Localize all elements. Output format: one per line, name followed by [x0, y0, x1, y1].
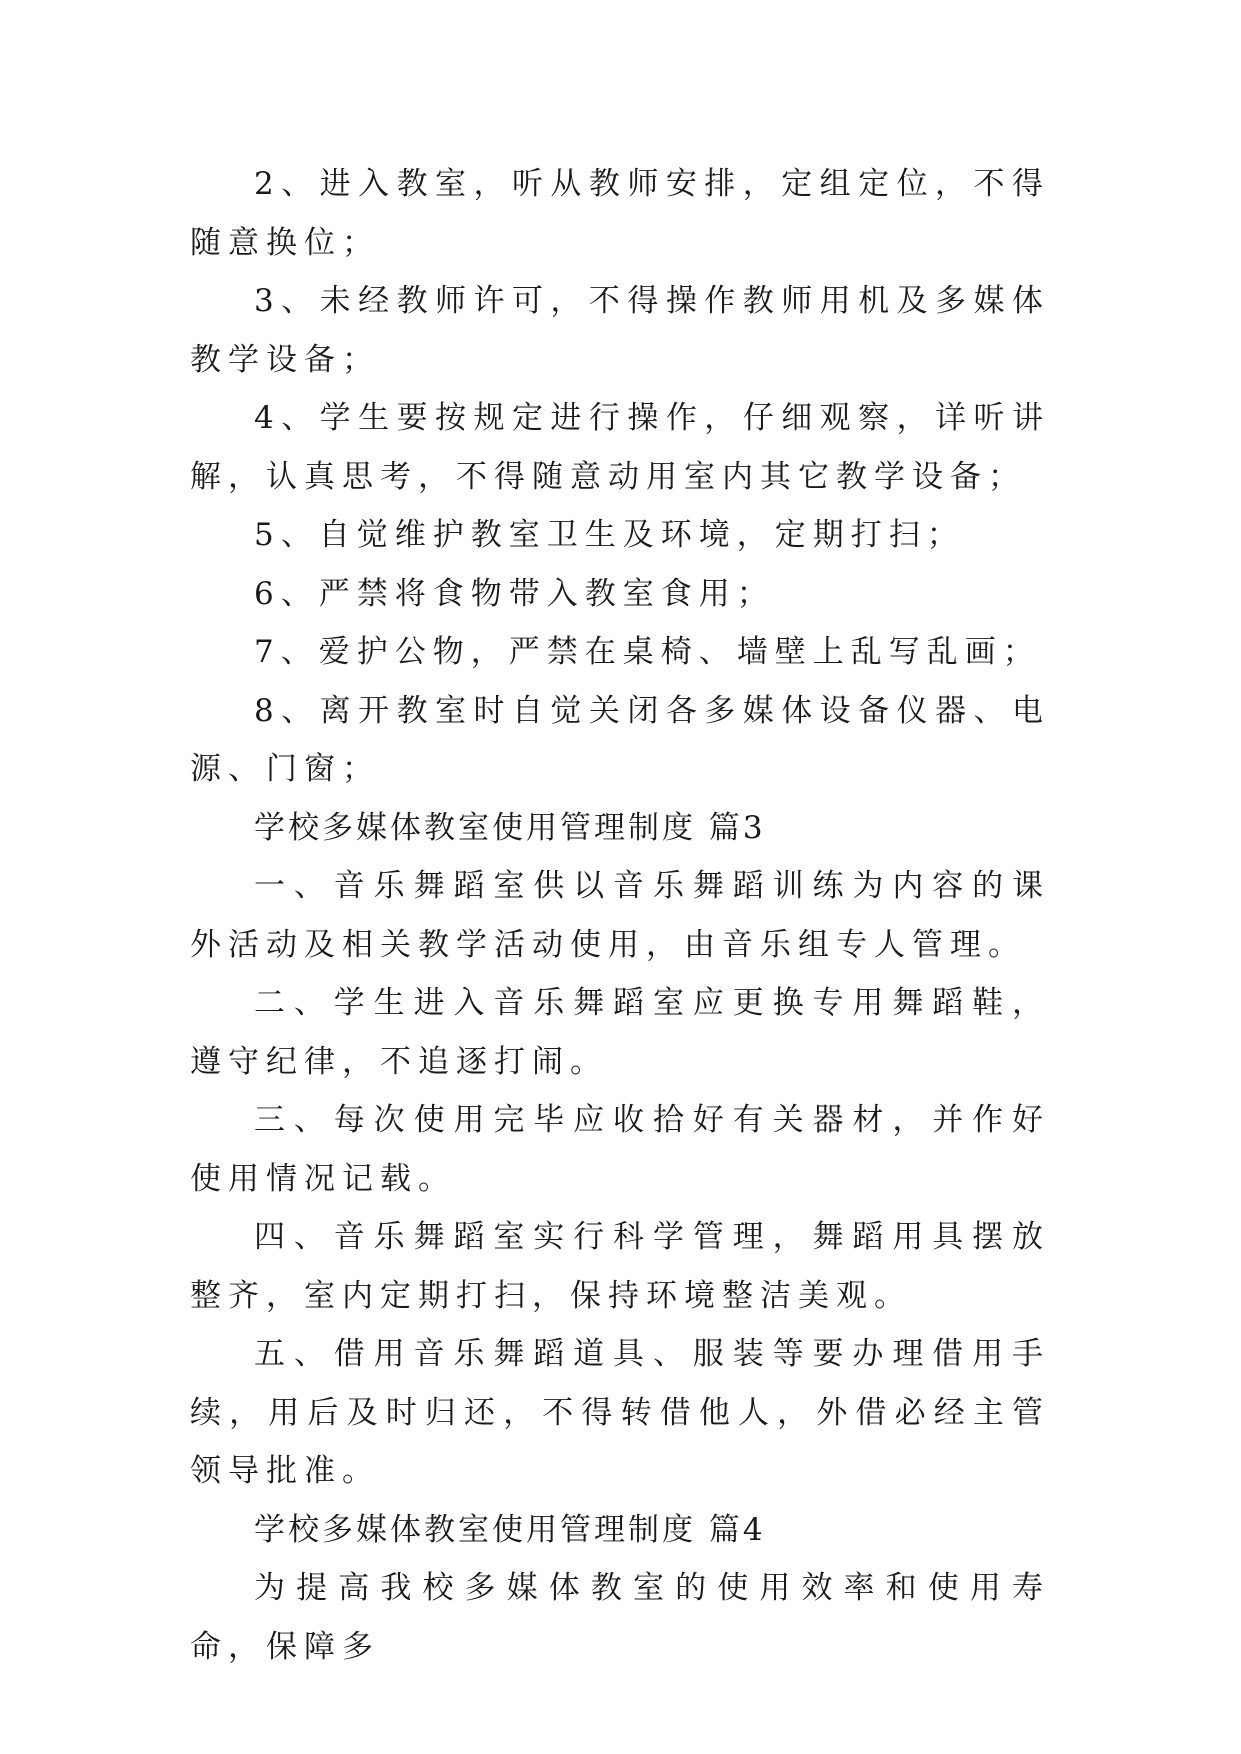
rule-2-paragraph: 2、进入教室，听从教师安排，定组定位，不得随意换位；: [190, 166, 1050, 261]
music-rule-5-paragraph: 五、借用音乐舞蹈道具、服装等要办理借用手续，用后及时归还，不得转借他人，外借必经主管领导批准。: [190, 1336, 1050, 1489]
music-rule-2-paragraph: 二、学生进入音乐舞蹈室应更换专用舞蹈鞋，遵守纪律，不追逐打闹。: [190, 985, 1050, 1080]
rule-8-paragraph: 8、离开教室时自觉关闭各多媒体设备仪器、电源、门窗；: [190, 692, 1050, 787]
rule-6-paragraph: 6、严禁将食物带入教室食用；: [254, 575, 775, 612]
section-4-heading: 学校多媒体教室使用管理制度 篇4: [254, 1511, 766, 1548]
rule-5-paragraph: 5、自觉维护教室卫生及环境，定期打扫；: [254, 517, 965, 553]
music-rule-1-paragraph: 一、音乐舞蹈室供以音乐舞蹈训练为内容的课外活动及相关教学活动使用，由音乐组专人管理。: [190, 868, 1050, 963]
section-4-intro-paragraph: 为提高我校多媒体教室的使用效率和使用寿命，保障多: [190, 1570, 1050, 1665]
rule-4-paragraph: 4、学生要按规定进行操作，仔细观察，详听讲解，认真思考，不得随意动用室内其它教学设备；: [190, 400, 1050, 495]
music-rule-3-paragraph: 三、每次使用完毕应收拾好有关器材，并作好使用情况记载。: [190, 1102, 1050, 1197]
music-rule-4-paragraph: 四、音乐舞蹈室实行科学管理，舞蹈用具摆放整齐，室内定期打扫，保持环境整洁美观。: [190, 1219, 1050, 1314]
rule-3-paragraph: 3、未经教师许可，不得操作教师用机及多媒体教学设备；: [190, 283, 1050, 378]
section-3-heading: 学校多媒体教室使用管理制度 篇3: [254, 809, 766, 846]
document-body: [190, 155, 1050, 1676]
rule-7-paragraph: 7、爱护公物，严禁在桌椅、墙壁上乱写乱画；: [254, 634, 1041, 670]
